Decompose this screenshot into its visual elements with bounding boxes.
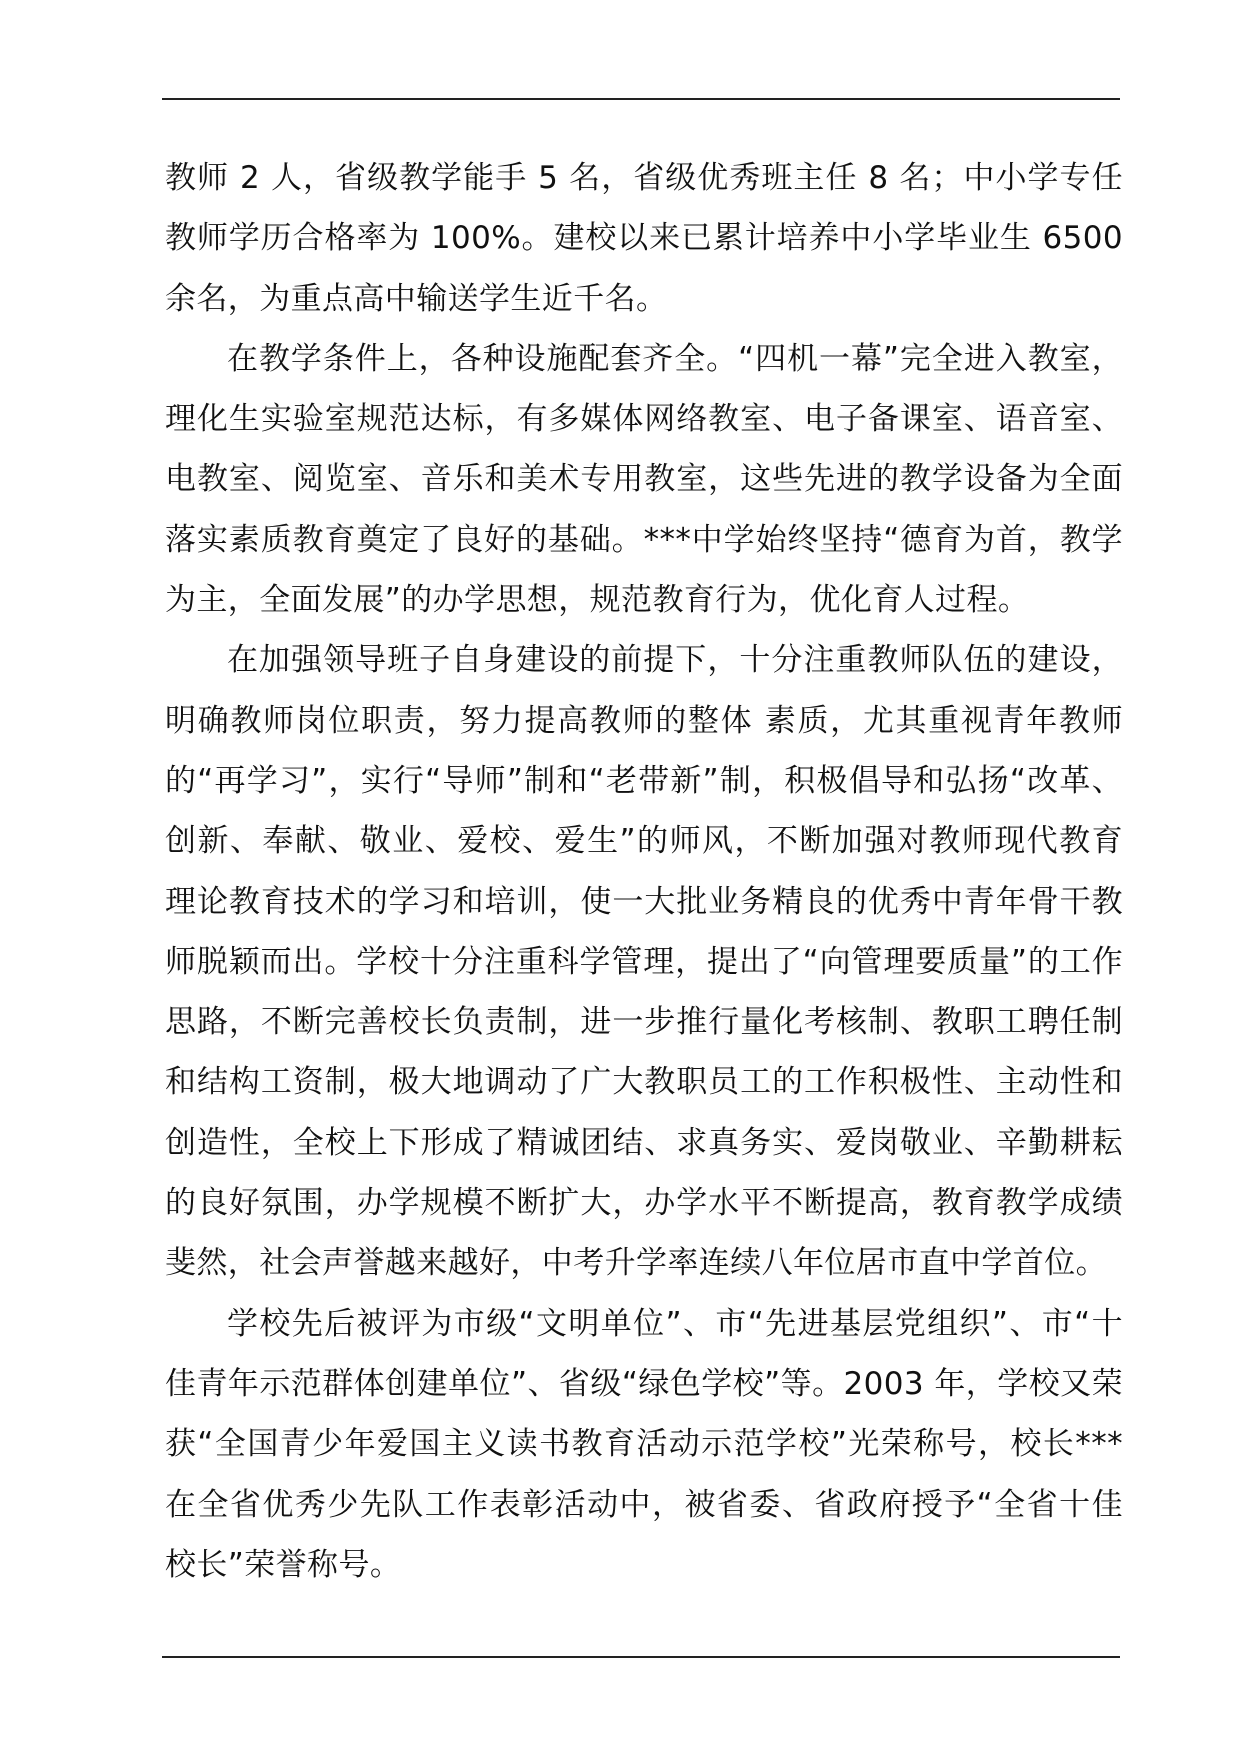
- header-rule: [162, 98, 1120, 100]
- paragraph-staff: 教师 2 人，省级教学能手 5 名，省级优秀班主任 8 名；中小学专任教师学历合格率为 100%。建校以来已累计培养中小学毕业生 6500 余名，为重点高中输送学生近千名。: [165, 160, 1123, 317]
- document-body: [165, 148, 1123, 1595]
- paragraph-facilities: 在教学条件上，各种设施配套齐全。“四机一幕”完全进入教室，理化生实验室规范达标，有多媒体网络教室、电子备课室、语音室、电教室、阅览室、音乐和美术专用教室，这些先进的教学设备为全面落实素质教育奠定了良好的基础。***中学始终坚持“德育为首，教学为主，全面发展”的办学思想，规范教育行为，优化育人过程。: [165, 340, 1123, 619]
- paragraph-honors: 学校先后被评为市级“文明单位”、市“先进基层党组织”、市“十佳青年示范群体创建单位”、省级“绿色学校”等。2003 年，学校又荣获“全国青少年爱国主义读书教育活动示范学校”光荣称号，校长***在全省优秀少先队工作表彰活动中，被省委、省政府授予“全省十佳校长”荣誉称号。: [165, 1305, 1123, 1583]
- paragraph-management: 在加强领导班子自身建设的前提下，十分注重教师队伍的建设，明确教师岗位职责，努力提高教师的整体 素质，尤其重视青年教师的“再学习”，实行“导师”制和“老带新”制，积极倡导和弘扬“改革、创新、奉献、敬业、爱校、爱生”的师风，不断加强对教师现代教育理论教育技术的学习和培训，使一大批业务精良的优秀中青年骨干教师脱颖而出。学校十分注重科学管理，提出了“向管理要质量”的工作思路，不断完善校长负责制，进一步推行量化考核制、教职工聘任制和结构工资制，极大地调动了广大教职员工的工作积极性、主动性和创造性，全校上下形成了精诚团结、求真务实、爱岗敬业、辛勤耕耘的良好氛围，办学规模不断扩大，办学水平不断提高，教育教学成绩斐然，社会声誉越来越好，中考升学率连续八年位居市直中学首位。: [165, 642, 1123, 1282]
- footer-rule: [162, 1656, 1120, 1658]
